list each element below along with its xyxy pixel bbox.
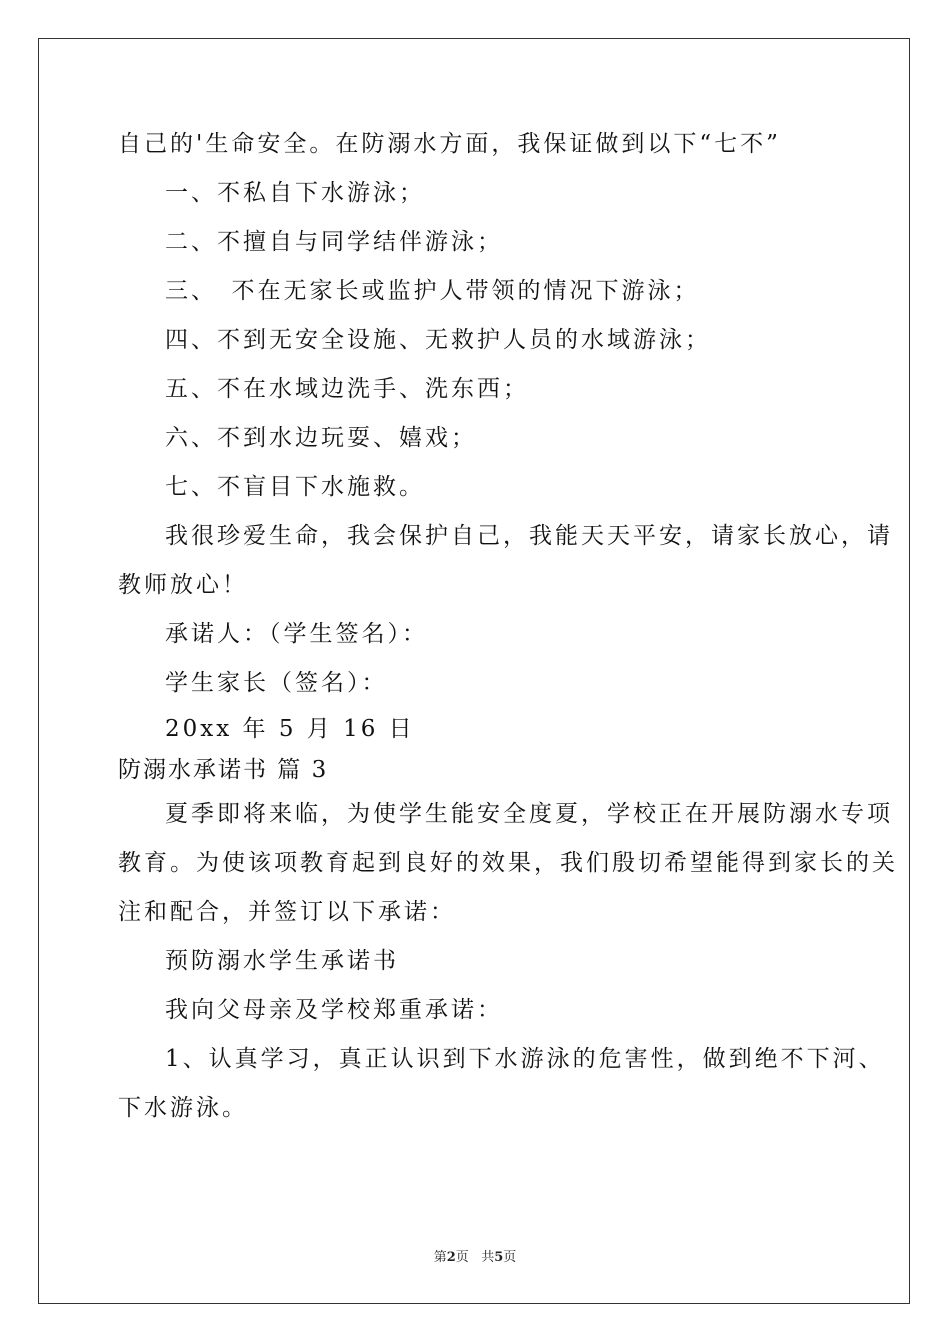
footer-total-prefix: 共 [481,1250,495,1265]
footer-page-suffix: 页 [455,1250,469,1265]
rule-item-5: 五、不在水域边洗手、洗东西； [165,376,529,402]
signature-student: 承诺人：（学生签名）： [165,621,428,647]
current-page-number: 2 [446,1250,456,1265]
rule-item-1: 一、不私自下水游泳； [165,180,425,206]
signature-date: 20xx 年 5 月 16 日 [165,716,415,742]
rule-item-3: 三、 不在无家长或监护人带领的情况下游泳； [165,278,700,304]
document-body [118,120,898,1133]
paragraph-line: 教师放心！ [118,572,248,598]
paragraph-line: 我很珍爱生命，我会保护自己，我能天天平安，请家长放心，请 [165,523,893,549]
rule-item-4: 四、不到无安全设施、无救护人员的水域游泳； [165,327,711,353]
paragraph-line: 1、认真学习，真正认识到下水游泳的危害性，做到绝不下河、 [165,1046,885,1072]
section-heading: 防溺水承诺书 篇 3 [118,757,329,783]
paragraph-line: 注和配合，并签订以下承诺： [118,899,456,925]
subheading: 预防溺水学生承诺书 [165,948,399,974]
paragraph-line: 下水游泳。 [118,1095,248,1121]
paragraph-line: 我向父母亲及学校郑重承诺： [165,997,503,1023]
page-number-footer [0,1246,950,1265]
rule-item-2: 二、不擅自与同学结伴游泳； [165,229,503,255]
rule-item-6: 六、不到水边玩耍、嬉戏； [165,425,477,451]
paragraph-line: 自己的'生命安全。在防溺水方面，我保证做到以下“七不” [118,131,781,157]
rule-item-7: 七、不盲目下水施救。 [165,474,425,500]
footer-total-suffix: 页 [503,1250,517,1265]
paragraph-line: 教育。为使该项教育起到良好的效果，我们殷切希望能得到家长的关 [118,850,898,876]
paragraph-line: 夏季即将来临，为使学生能安全度夏，学校正在开展防溺水专项 [165,801,893,827]
total-pages-number: 5 [494,1250,504,1265]
signature-parent: 学生家长（签名）： [165,670,388,696]
footer-prefix: 第 [433,1250,447,1265]
